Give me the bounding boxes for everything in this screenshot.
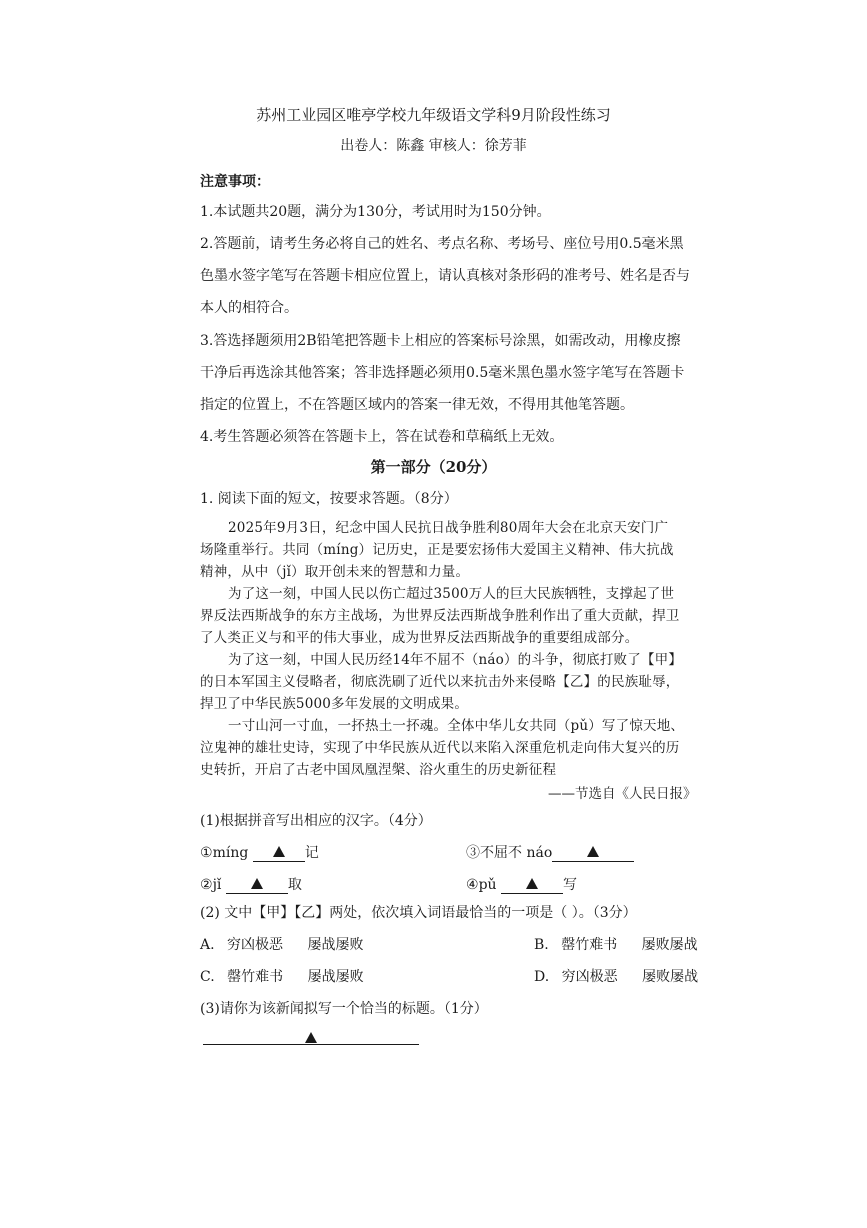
- triangle-marker-icon: [305, 1032, 317, 1043]
- notice-line: 色墨水签字笔写在答题卡相应位置上，请认真核对条形码的准考号、姓名是否与: [200, 268, 690, 284]
- item-number: ②: [200, 877, 213, 893]
- pinyin-item-2: [200, 874, 302, 894]
- passage-line: 了人类正义与和平的伟大事业，成为世界反法西斯战争的重要组成部分。: [200, 630, 639, 646]
- pinyin-item-1: [200, 842, 319, 862]
- item-suffix: 记: [304, 845, 319, 861]
- notice-line: 指定的位置上，不在答题区域内的答案一律无效，不得用其他笔答题。: [200, 397, 634, 413]
- passage-line: 一寸山河一寸血，一抔热土一抔魂。全体中华儿女共同（pǔ）写了惊天地、: [228, 718, 685, 734]
- passage-source: ——节选自《人民日报》: [548, 786, 697, 802]
- option-word: 屡战屡败: [307, 969, 364, 985]
- notice-line: 干净后再选涂其他答案；答非选择题必须用0.5毫米黑色墨水签字笔写在答题卡: [200, 365, 685, 381]
- sub-question-2-stem: (2) 文中【甲】【乙】两处，依次填入词语最恰当的一项是（ ）。（3分）: [200, 905, 637, 921]
- option-word: 屡败屡战: [641, 937, 698, 953]
- item-pinyin: jǐ: [212, 877, 222, 893]
- option-label: A.: [200, 937, 215, 953]
- option-word: 穷凶极恶: [227, 937, 284, 953]
- passage-line: 2025年9月3日，纪念中国人民抗日战争胜利80周年大会在北京天安门广: [228, 520, 669, 536]
- option-word: 穷凶极恶: [561, 969, 618, 985]
- option-word: 屡败屡战: [642, 969, 699, 985]
- passage-line: 捍卫了中华民族5000多年发展的文明成果。: [200, 696, 469, 712]
- item-number: ④: [466, 877, 479, 893]
- option-d[interactable]: [534, 966, 698, 986]
- passage-line: 泣鬼神的雄壮史诗，实现了中华民族从近代以来陷入深重危机走向伟大复兴的历: [200, 740, 680, 756]
- item-suffix: 取: [287, 877, 302, 893]
- notice-line: 本人的相符合。: [200, 300, 298, 316]
- passage-line: 界反法西斯战争的东方主战场，为世界反法西斯战争胜利作出了重大贡献，捍卫: [200, 608, 680, 624]
- passage-line: 史转折，开启了古老中国凤凰涅槃、浴火重生的历史新征程: [200, 762, 557, 778]
- question-stem: 1. 阅读下面的短文，按要求答题。（8分）: [200, 491, 458, 507]
- item-number: ①: [200, 845, 213, 861]
- notice-heading: 注意事项：: [200, 174, 270, 190]
- option-label: D.: [534, 969, 550, 985]
- notice-line: 1.本试题共20题，满分为130分，考试用时为150分钟。: [200, 204, 551, 220]
- pinyin-item-4: [466, 874, 577, 894]
- item-pinyin: pǔ: [478, 877, 497, 893]
- option-c[interactable]: [200, 966, 364, 986]
- exam-title: 苏州工业园区唯亭学校九年级语文学科9月阶段性练习: [256, 106, 611, 124]
- option-word: 屡战屡败: [307, 937, 364, 953]
- item-suffix: 写: [563, 877, 577, 893]
- section-title: 第一部分（20分）: [370, 458, 497, 476]
- answer-blank[interactable]: [552, 845, 634, 862]
- notice-line: 3.答选择题须用2B铅笔把答题卡上相应的答案标号涂黑，如需改动，用橡皮擦: [200, 333, 681, 349]
- answer-blank[interactable]: [226, 877, 288, 894]
- notice-line: 4.考生答题必须答在答题卡上，答在试卷和草稿纸上无效。: [200, 429, 564, 445]
- passage-line: 为了这一刻，中国人民历经14年不屈不（náo）的斗争，彻底打败了【甲】: [228, 652, 683, 668]
- sub-question-3-stem: (3)请你为该新闻拟写一个恰当的标题。（1分）: [200, 1001, 488, 1017]
- option-b[interactable]: [534, 934, 698, 954]
- option-label: B.: [534, 937, 549, 953]
- sub-question-1-stem: (1)根据拼音写出相应的汉字。（4分）: [200, 813, 432, 829]
- passage-line: 场隆重举行。共同（míng）记历史，正是要宏扬伟大爱国主义精神、伟大抗战: [200, 542, 674, 558]
- option-a[interactable]: [200, 934, 363, 954]
- item-number: ③: [466, 845, 480, 861]
- exam-authors: 出卷人：陈鑫 审核人：徐芳菲: [340, 138, 527, 154]
- title-answer-blank[interactable]: [203, 1028, 419, 1045]
- passage-line: 的日本军国主义侵略者，彻底洗刷了近代以来抗击外来侵略【乙】的民族耻辱，: [200, 674, 680, 690]
- passage-line: 精神，从中（jǐ）取开创未来的智慧和力量。: [200, 564, 470, 580]
- option-label: C.: [200, 969, 215, 985]
- answer-blank[interactable]: [501, 877, 563, 894]
- item-pinyin: 不屈不 náo: [480, 845, 553, 861]
- item-pinyin: míng: [212, 845, 249, 861]
- option-word: 罄竹难书: [561, 937, 618, 953]
- triangle-marker-icon: [273, 846, 285, 857]
- answer-blank[interactable]: [253, 845, 305, 862]
- passage-line: 为了这一刻，中国人民以伤亡超过3500万人的巨大民族牺牲，支撑起了世: [228, 586, 675, 602]
- triangle-marker-icon: [251, 878, 263, 889]
- option-word: 罄竹难书: [227, 969, 284, 985]
- triangle-marker-icon: [587, 846, 599, 857]
- notice-line: 2.答题前，请考生务必将自己的姓名、考点名称、考场号、座位号用0.5毫米黑: [200, 236, 684, 252]
- triangle-marker-icon: [526, 878, 538, 889]
- pinyin-item-3: [466, 842, 634, 862]
